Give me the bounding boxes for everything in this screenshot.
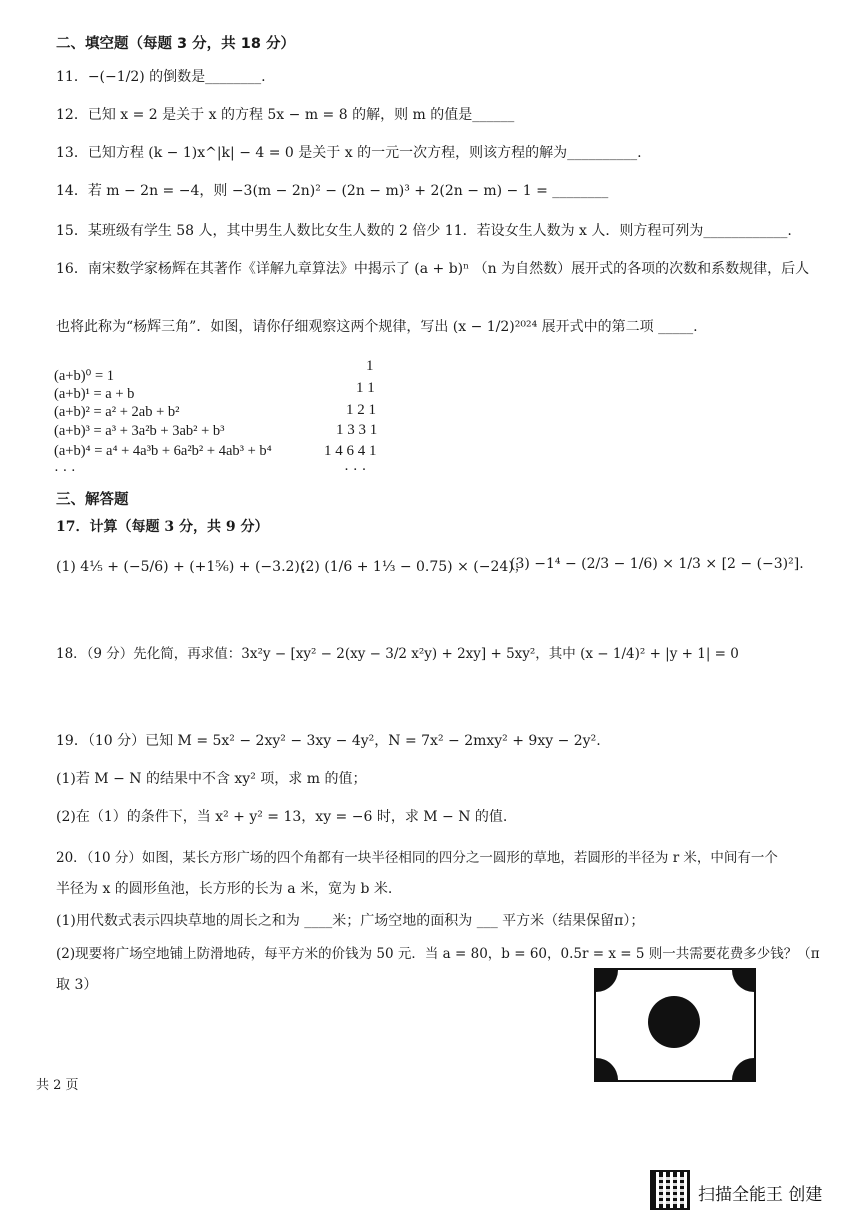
question-20-line-2: 半径为 x 的圆形鱼池，长方形的长为 a 米，宽为 b 米. [56, 881, 393, 897]
question-12: 12．已知 x = 2 是关于 x 的方程 5x − m = 8 的解，则 m 的值是______ [56, 107, 515, 123]
question-18: 18．（9 分）先化简，再求值：3x²y − [xy² − 2(xy − 3/2 x²y) + 2xy] + 5xy²，其中 (x − 1/4)² + |y + 1| = 0 [56, 646, 739, 662]
question-16-line-1: 16．南宋数学家杨辉在其著作《详解九章算法》中揭示了 (a + b)ⁿ （n 为自然数）展开式的各项的次数和系数规律，后人 [56, 261, 810, 277]
scanner-watermark: 扫描全能王 创建 [698, 1185, 823, 1205]
question-20-part-1: (1)用代数式表示四块草地的周长之和为 ____米；广场空地的面积为 ___ 平方米（结果保留π）； [56, 913, 645, 929]
question-17-part-1: (1) 4⅕ + (−5/6) + (+1⅚) + (−3.2)； [56, 559, 314, 575]
triangle-row-2: 1 2 1 [346, 402, 376, 418]
triangle-row-1: 1 1 [356, 380, 375, 396]
triangle-row-3: 1 3 3 1 [336, 422, 378, 438]
corner-grass-bottom-left [594, 1058, 618, 1082]
plaza-figure [594, 968, 756, 1082]
expansion-ellipsis: · · · [54, 463, 76, 479]
circular-pond [648, 996, 700, 1048]
expansion-3: (a+b)³ = a³ + 3a²b + 3ab² + b³ [54, 423, 225, 439]
section-2-title: 二、填空题（每题 3 分，共 18 分） [56, 36, 295, 52]
triangle-row-4: 1 4 6 4 1 [324, 443, 377, 459]
corner-grass-top-left [594, 968, 618, 992]
corner-grass-top-right [732, 968, 756, 992]
question-11: 11．−(−1/2) 的倒数是________. [56, 69, 266, 85]
question-19: 19．（10 分）已知 M = 5x² − 2xy² − 3xy − 4y²，N = 7x² − 2mxy² + 9xy − 2y². [56, 733, 601, 749]
triangle-row-0: 1 [366, 358, 374, 374]
question-20-part-3: 取 3） [56, 977, 98, 993]
page-count: 共 2 页 [36, 1078, 79, 1093]
expansion-4: (a+b)⁴ = a⁴ + 4a³b + 6a²b² + 4ab³ + b⁴ [54, 443, 272, 459]
question-14: 14．若 m − 2n = −4，则 −3(m − 2n)² − (2n − m)³ + 2(2n − m) − 1 = ________ [56, 183, 609, 199]
question-16-line-2: 也将此称为“杨辉三角”．如图，请你仔细观察这两个规律，写出 (x − 1/2)²⁰²⁴ 展开式中的第二项 _____. [56, 319, 698, 335]
expansion-0: (a+b)⁰ = 1 [54, 368, 115, 384]
question-15: 15．某班级有学生 58 人，其中男生人数比女生人数的 2 倍少 11．若设女生人数为 x 人．则方程可列为____________. [56, 223, 792, 239]
triangle-ellipsis: · · · [344, 462, 367, 478]
question-17: 17．计算（每题 3 分，共 9 分） [56, 519, 269, 535]
section-3-title: 三、解答题 [56, 492, 129, 508]
question-19-part-1: (1)若 M − N 的结果中不含 xy² 项，求 m 的值； [56, 771, 367, 787]
qr-code-icon [650, 1170, 690, 1210]
expansion-2: (a+b)² = a² + 2ab + b² [54, 404, 180, 420]
question-20-line-1: 20．（10 分）如图，某长方形广场的四个角都有一块半径相同的四分之一圆形的草地，若圆形的半径为 r 米，中间有一个 [56, 850, 778, 866]
question-20-part-2: (2)现要将广场空地铺上防滑地砖，每平方米的价钱为 50 元．当 a = 80，b = 60，0.5r = x = 5 则一共需要花费多少钱？（π [56, 946, 820, 962]
question-17-part-2: (2) (1/6 + 1⅓ − 0.75) × (−24)； [300, 559, 528, 575]
question-17-part-3: (3) −1⁴ − (2/3 − 1/6) × 1/3 × [2 − (−3)²]. [510, 556, 804, 572]
corner-grass-bottom-right [732, 1058, 756, 1082]
question-13: 13．已知方程 (k − 1)x^|k| − 4 = 0 是关于 x 的一元一次方程，则该方程的解为__________. [56, 145, 642, 161]
question-19-part-2: (2)在（1）的条件下，当 x² + y² = 13，xy = −6 时，求 M − N 的值. [56, 809, 508, 825]
expansion-1: (a+b)¹ = a + b [54, 386, 135, 402]
